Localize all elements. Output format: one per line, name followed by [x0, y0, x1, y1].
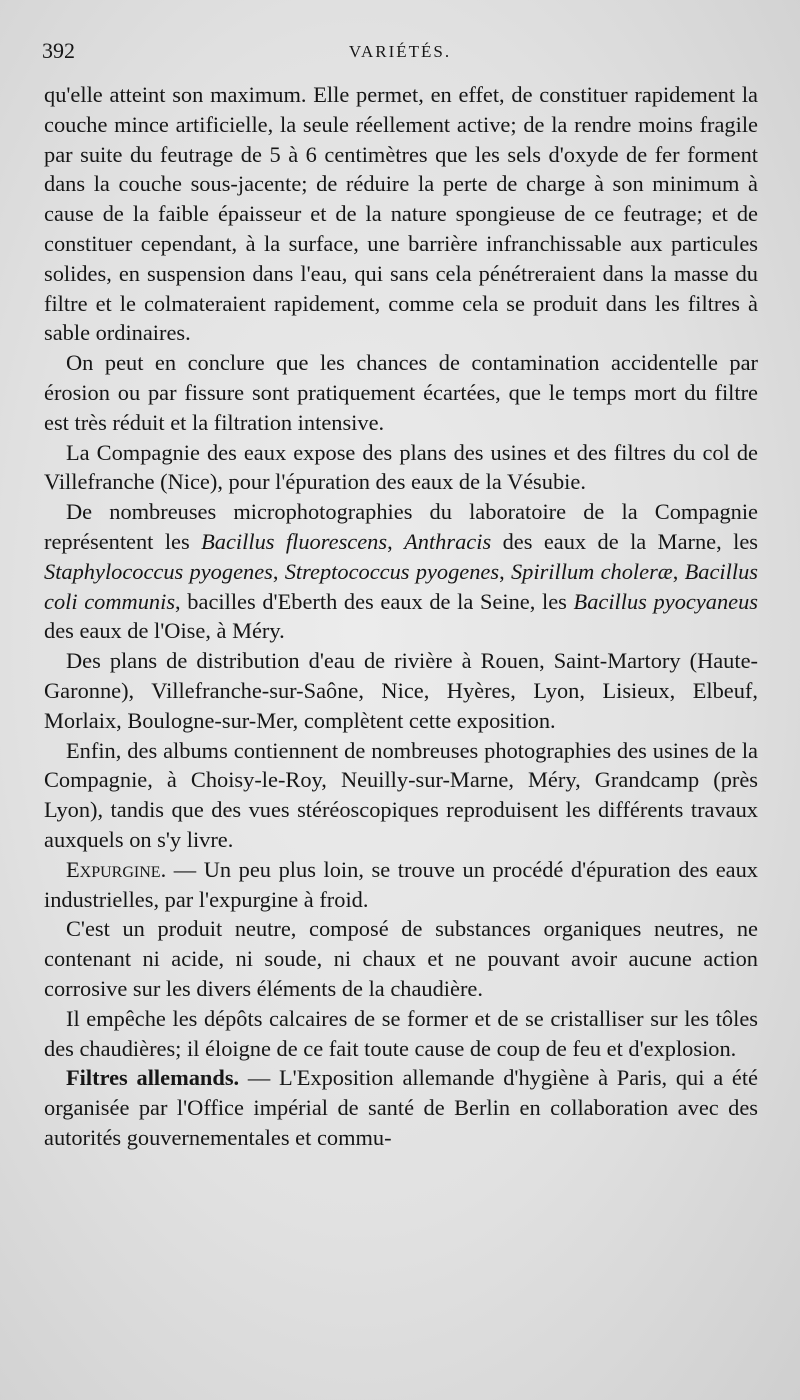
paragraph-3: La Compagnie des eaux expose des plans des usines et des filtres du col de Villefranche (Nice), pour l'épuration des eaux de la Vésubie.	[44, 439, 758, 495]
paragraph-2: On peut en conclure que les chances de contamination accidentelle par érosion ou par fissure sont pratiquement écartées, que le temps mort du filtre est très réduit et la filtration intensive.	[44, 350, 758, 435]
paragraph-8: C'est un produit neutre, composé de substances organiques neutres, ne contenant ni acide, ni soude, ni chaux et ne pouvant avoir aucune action corrosive sur les divers éléments de la chaudière.	[44, 916, 758, 1001]
text-run: , bacilles d'Eberth des eaux de la Seine, les	[175, 588, 574, 614]
page-number: 392	[42, 38, 75, 63]
species-name: Spirillum choleræ	[510, 558, 673, 584]
section-lead: Filtres allemands.	[66, 1065, 240, 1091]
paragraph-6: Enfin, des albums contiennent de nombreuses photographies des usines de la Compagnie, à Choisy-le-Roy, Neuilly-sur-Marne, Méry, Grandcamp (près Lyon), tandis que des vues stéréoscopiques reproduisent les différents travaux auxquels on s'y livre.	[44, 737, 758, 852]
paragraph-4	[44, 497, 758, 646]
species-name: Staphylococcus pyogenes	[44, 558, 273, 584]
paragraph-5: Des plans de distribution d'eau de rivière à Rouen, Saint-Martory (Haute-Garonne), Villefranche-sur-Saône, Nice, Hyères, Lyon, Lisieux, Elbeuf, Morlaix, Boulogne-sur-Mer, complètent cette exposition.	[44, 648, 758, 733]
text-run: ,	[272, 558, 285, 584]
paragraph-7	[44, 855, 758, 915]
text-run: des eaux de la Marne, les	[491, 528, 758, 554]
text-run: — Un peu plus loin, se trouve un procédé d'épuration des eaux industrielles, par l'expurgine à froid.	[44, 856, 758, 912]
text-run: De nombreuses microphotographies du laboratoire de la Compagnie représentent les	[44, 499, 758, 554]
text-run: des eaux de l'Oise, à Méry.	[44, 618, 285, 644]
section-lead: Expurgine.	[66, 856, 167, 882]
species-name: Bacillus pyocyaneus	[573, 588, 758, 614]
body-text	[44, 80, 758, 1153]
text-run: — L'Exposition allemande d'hygiène à Paris, qui a été organisée par l'Office impérial de santé de Berlin en collaboration avec des autorités gouvernementales et commu-	[44, 1065, 758, 1150]
text-run: ,	[672, 558, 685, 584]
paragraph-1: qu'elle atteint son maximum. Elle permet, en effet, de constituer rapidement la couche mince artificielle, la seule réellement active; de la rendre moins fragile par suite du feutrage de 5 à 6 centimètres que les sels d'oxyde de fer forment dans la couche sous-jacente; de réduire la perte de charge à son minimum à cause de la faible épaisseur et de la nature spongieuse de ce feutrage; et de constituer cependant, à la surface, une barrière infranchissable aux particules solides, en suspension dans l'eau, qui sans cela pénétreraient dans la masse du filtre et le colmateraient rapidement, comme cela se produit dans les filtres à sable ordinaires.	[44, 82, 758, 346]
text-run: ,	[499, 558, 511, 584]
species-name: Anthracis	[404, 528, 492, 554]
species-name: Bacillus coli communis	[44, 558, 758, 614]
paragraph-9: Il empêche les dépôts calcaires de se former et de se cristalliser sur les tôles des chaudières; il éloigne de ce fait toute cause de coup de feu et d'explosion.	[44, 1005, 758, 1061]
paragraph-10	[44, 1063, 758, 1152]
page-header	[42, 38, 758, 72]
text-run: ,	[387, 528, 405, 554]
running-title: VARIÉTÉS.	[348, 42, 452, 61]
species-name: Bacillus fluorescens	[201, 528, 388, 554]
species-name: Streptococcus pyogenes	[284, 558, 500, 584]
